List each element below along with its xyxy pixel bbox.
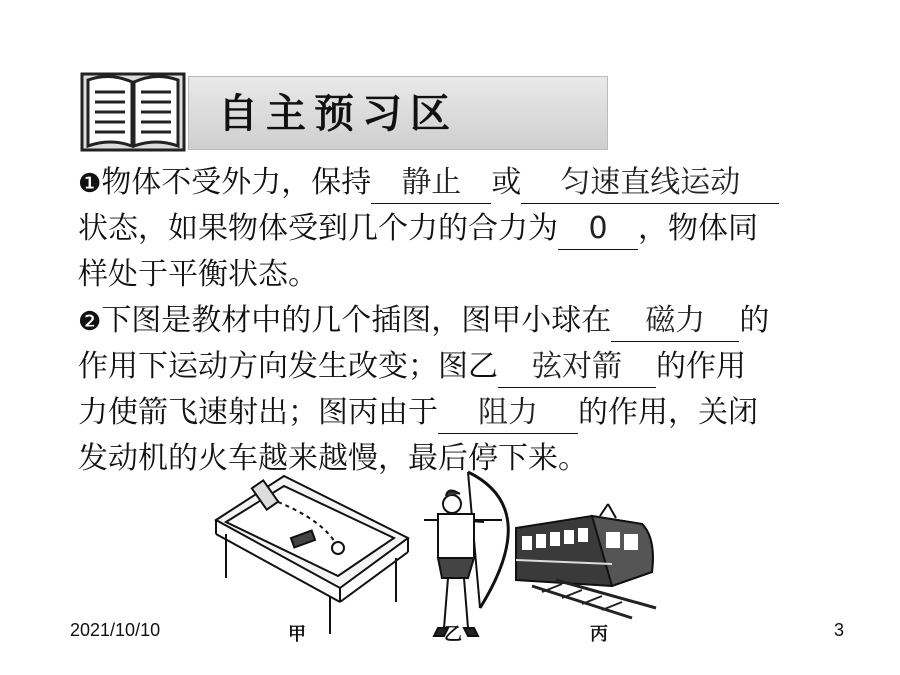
answer-blank: 匀速直线运动	[521, 163, 779, 204]
question-2-line-2	[78, 344, 746, 390]
train-illustration	[516, 504, 656, 618]
text: 发动机的火车越来越慢，最后停下来。	[78, 441, 588, 476]
figure-caption-c: 丙	[590, 624, 608, 645]
text: 的作用，关闭	[578, 395, 758, 430]
archer-illustration	[424, 472, 508, 636]
text: 作用下运动方向发生改变；图乙	[78, 349, 498, 384]
page-number: 3	[834, 620, 845, 640]
text: 状态，如果物体受到几个力的合力为	[78, 211, 558, 246]
textbook-illustrations	[212, 468, 660, 640]
text: ，物体同	[638, 211, 758, 246]
question-1-line-3	[78, 252, 318, 298]
section-title: 自主预习区	[218, 91, 458, 137]
text: 或	[491, 165, 522, 200]
text: 力使箭飞速射出；图丙由于	[78, 395, 438, 430]
question-2-line-1	[78, 298, 769, 345]
question-2-line-3	[78, 390, 758, 436]
answer-blank: 磁力	[611, 301, 739, 342]
open-book-icon	[78, 68, 188, 156]
text: 的作用	[656, 349, 746, 384]
answer-blank: 0	[558, 209, 638, 250]
answer-blank: 静止	[371, 163, 491, 204]
answer-blank: 阻力	[438, 393, 578, 434]
question-1-line-1	[78, 160, 779, 207]
text: 样处于平衡状态。	[78, 257, 318, 292]
text: 下图是教材中的几个插图，图甲小球在	[101, 303, 612, 338]
magnet-ball-table-illustration	[216, 476, 408, 634]
question-2-marker: ❷	[78, 307, 102, 337]
answer-blank: 弦对箭	[498, 347, 656, 388]
section-header	[78, 68, 558, 156]
footer-date: 2021/10/10	[70, 620, 161, 640]
figure-caption-a: 甲	[288, 624, 306, 645]
text: 的	[739, 303, 770, 338]
question-1-marker: ❶	[78, 169, 102, 199]
question-1-line-2	[78, 206, 758, 252]
text: 物体不受外力，保持	[101, 165, 372, 200]
figure-caption-b: 乙	[444, 624, 462, 645]
